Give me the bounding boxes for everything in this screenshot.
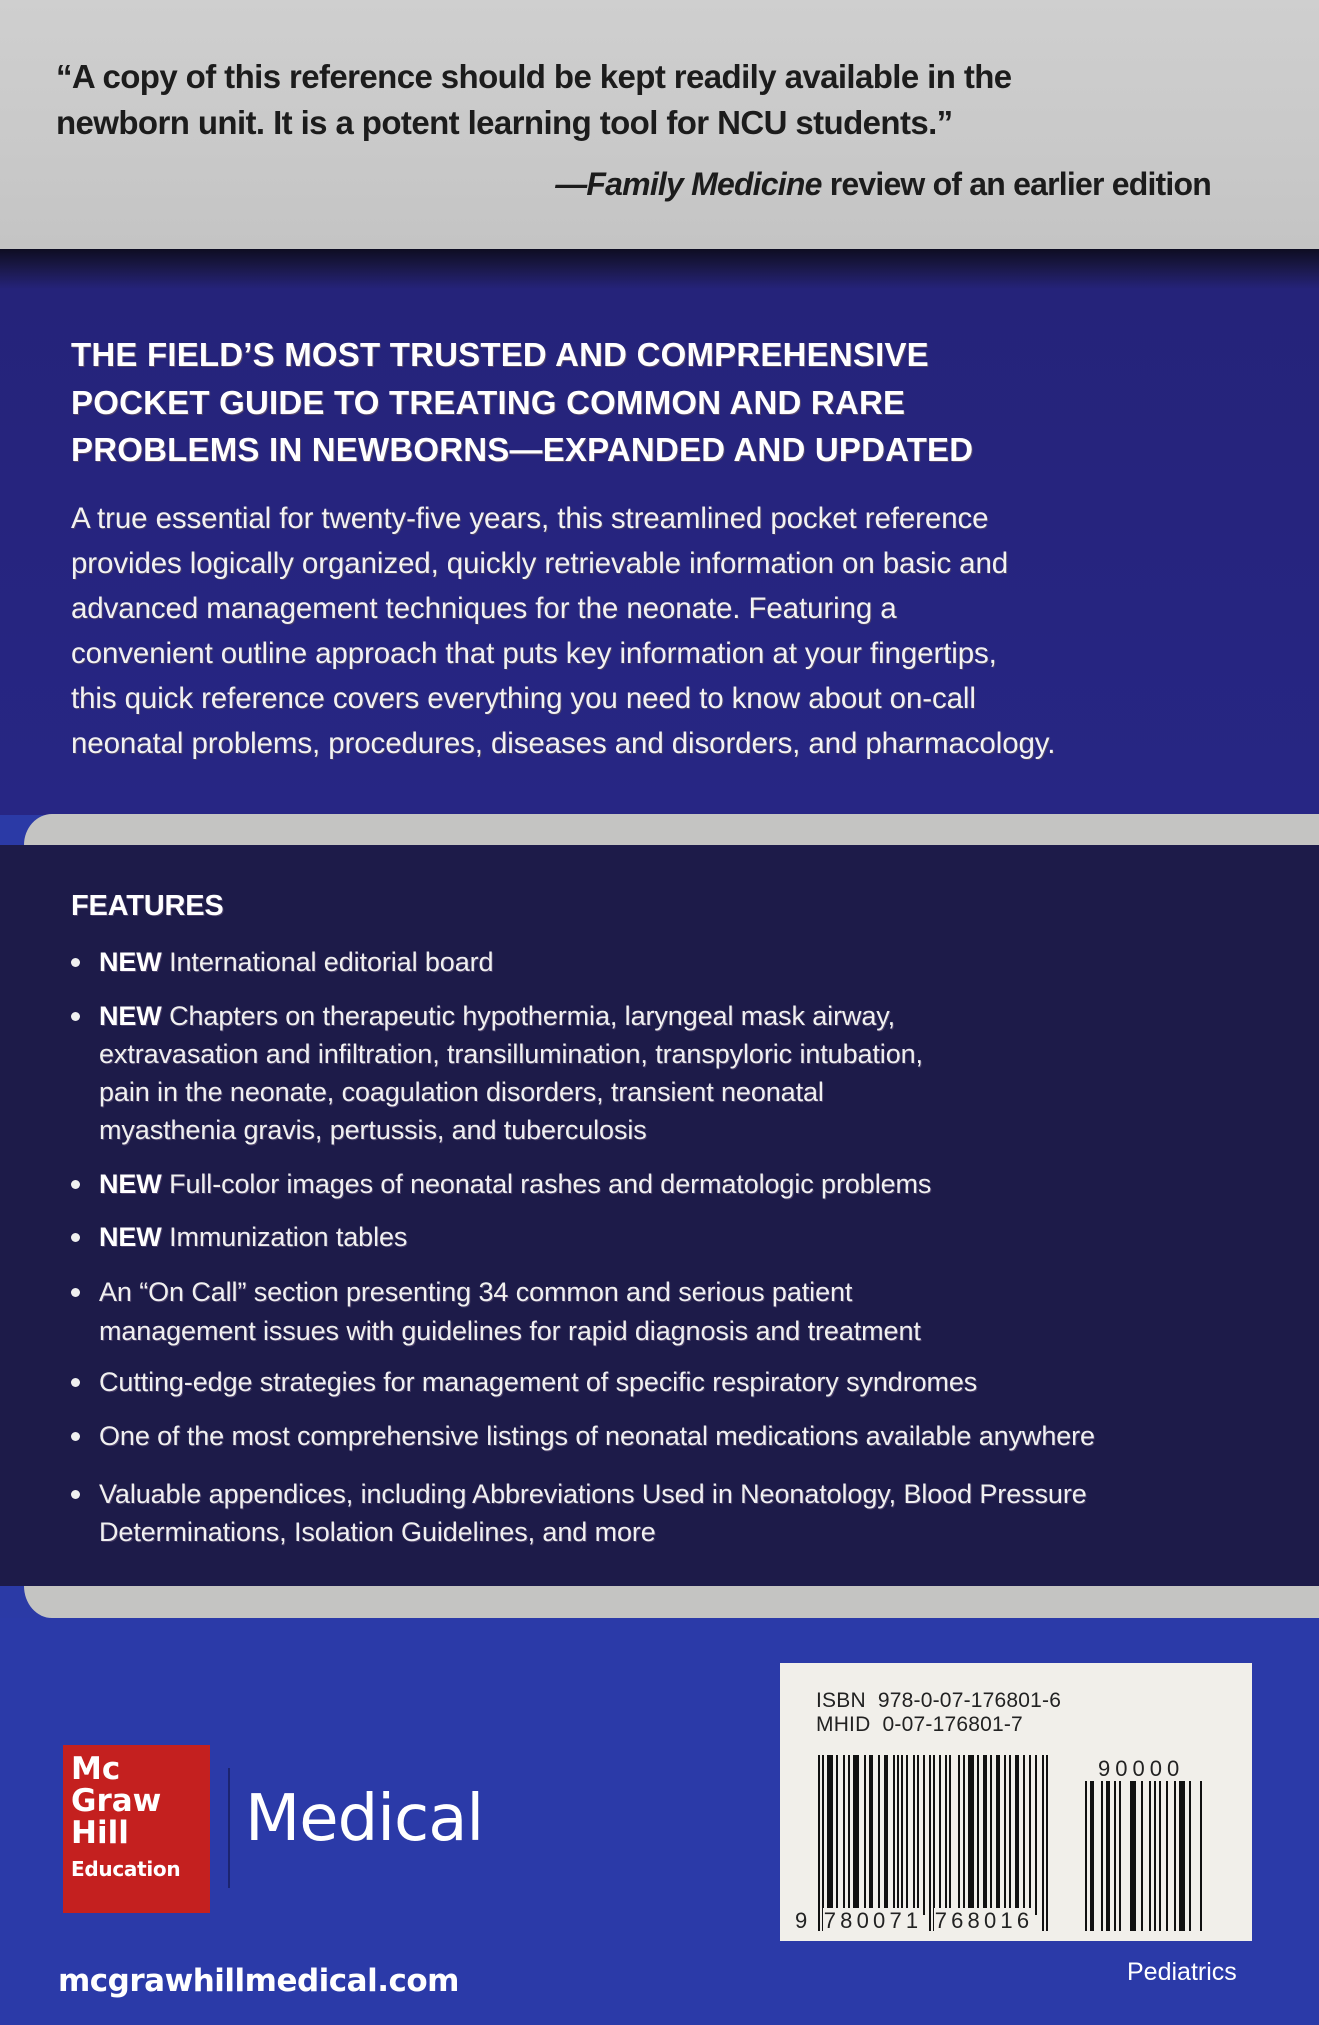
bullet-icon	[71, 1012, 80, 1021]
feature-item-2-line-4: myasthenia gravis, pertussis, and tuberculosis	[99, 1115, 647, 1145]
divider-bar-top	[24, 814, 1319, 845]
barcode-digits: 9 780071 768016	[795, 1908, 1034, 1933]
features-title: FEATURES	[71, 890, 224, 922]
category-label: Pediatrics	[1127, 1958, 1237, 1986]
bullet-icon	[71, 1432, 80, 1441]
bullet-icon	[71, 1288, 80, 1297]
feature-item-1: NEW International editorial board	[99, 947, 494, 977]
logo-divider	[228, 1768, 230, 1888]
new-badge: NEW	[99, 1001, 162, 1031]
quote-line-2: newborn unit. It is a potent learning tool for NCU students.”	[56, 104, 953, 141]
feature-item-2-line-3: pain in the neonate, coagulation disorders, transient neonatal	[99, 1077, 824, 1107]
description-line-6: neonatal problems, procedures, diseases and disorders, and pharmacology.	[71, 727, 1056, 760]
new-badge: NEW	[99, 1169, 162, 1199]
mhid-value: 0-07-176801-7	[882, 1713, 1023, 1736]
mhid-line: MHID 0-07-176801-7	[816, 1713, 1023, 1736]
bullet-icon	[71, 958, 80, 967]
publisher-url[interactable]: mcgrawhillmedical.com	[58, 1963, 459, 1999]
barcode-icon	[818, 1755, 1058, 1931]
new-badge: NEW	[99, 947, 162, 977]
barcode-addon-digits: 90000	[1098, 1756, 1185, 1781]
bullet-icon	[71, 1180, 80, 1189]
headline-line-1: THE FIELD’S MOST TRUSTED AND COMPREHENSIVE	[71, 336, 929, 373]
quote-attribution	[555, 166, 1211, 203]
feature-item-8-line-2: Determinations, Isolation Guidelines, and more	[99, 1517, 656, 1547]
barcode-label	[780, 1663, 1252, 1941]
divider-bar-bottom	[24, 1586, 1319, 1618]
quote-line-1: “A copy of this reference should be kept readily available in the	[56, 58, 1012, 95]
review-quote-band	[0, 0, 1319, 249]
feature-item-4: NEW Immunization tables	[99, 1222, 408, 1252]
feature-item-5: An “On Call” section presenting 34 common and serious patient	[99, 1277, 853, 1307]
bullet-icon	[71, 1378, 80, 1387]
description-line-2: provides logically organized, quickly retrievable information on basic and	[71, 547, 1009, 580]
feature-item-2-line-2: extravasation and infiltration, transillumination, transpyloric intubation,	[99, 1039, 923, 1069]
feature-item-5-line-2: management issues with guidelines for rapid diagnosis and treatment	[99, 1316, 921, 1346]
feature-item-8: Valuable appendices, including Abbreviations Used in Neonatology, Blood Pressure	[99, 1479, 1087, 1509]
isbn-value: 978-0-07-176801-6	[877, 1689, 1062, 1712]
mcgraw-hill-logo: Mc Graw Hill Education	[63, 1745, 210, 1913]
feature-item-6: Cutting-edge strategies for management of specific respiratory syndromes	[99, 1367, 978, 1397]
feature-item-3: NEW Full-color images of neonatal rashes and dermatologic problems	[99, 1169, 932, 1199]
attribution-text: review of an earlier edition	[821, 166, 1211, 202]
new-badge: NEW	[99, 1222, 162, 1252]
bullet-icon	[71, 1490, 80, 1499]
attribution-source: —Family Medicine	[555, 166, 822, 202]
feature-item-2: NEW Chapters on therapeutic hypothermia, laryngeal mask airway,	[99, 1001, 896, 1031]
description-line-4: convenient outline approach that puts key information at your fingertips,	[71, 637, 997, 670]
description-line-5: this quick reference covers everything you need to know about on-call	[71, 682, 976, 715]
headline-line-3: PROBLEMS IN NEWBORNS—EXPANDED AND UPDATED	[71, 431, 974, 468]
isbn-line: ISBN 978-0-07-176801-6	[816, 1689, 1062, 1712]
bullet-icon	[71, 1233, 80, 1242]
barcode-addon-icon	[1085, 1781, 1207, 1931]
feature-item-7: One of the most comprehensive listings of neonatal medications available anywhere	[99, 1421, 1095, 1451]
description-line-3: advanced management techniques for the neonate. Featuring a	[71, 592, 897, 625]
description-line-1: A true essential for twenty-five years, this streamlined pocket reference	[71, 502, 989, 535]
headline-line-2: POCKET GUIDE TO TREATING COMMON AND RARE	[71, 384, 906, 421]
imprint-name: Medical	[245, 1782, 484, 1856]
